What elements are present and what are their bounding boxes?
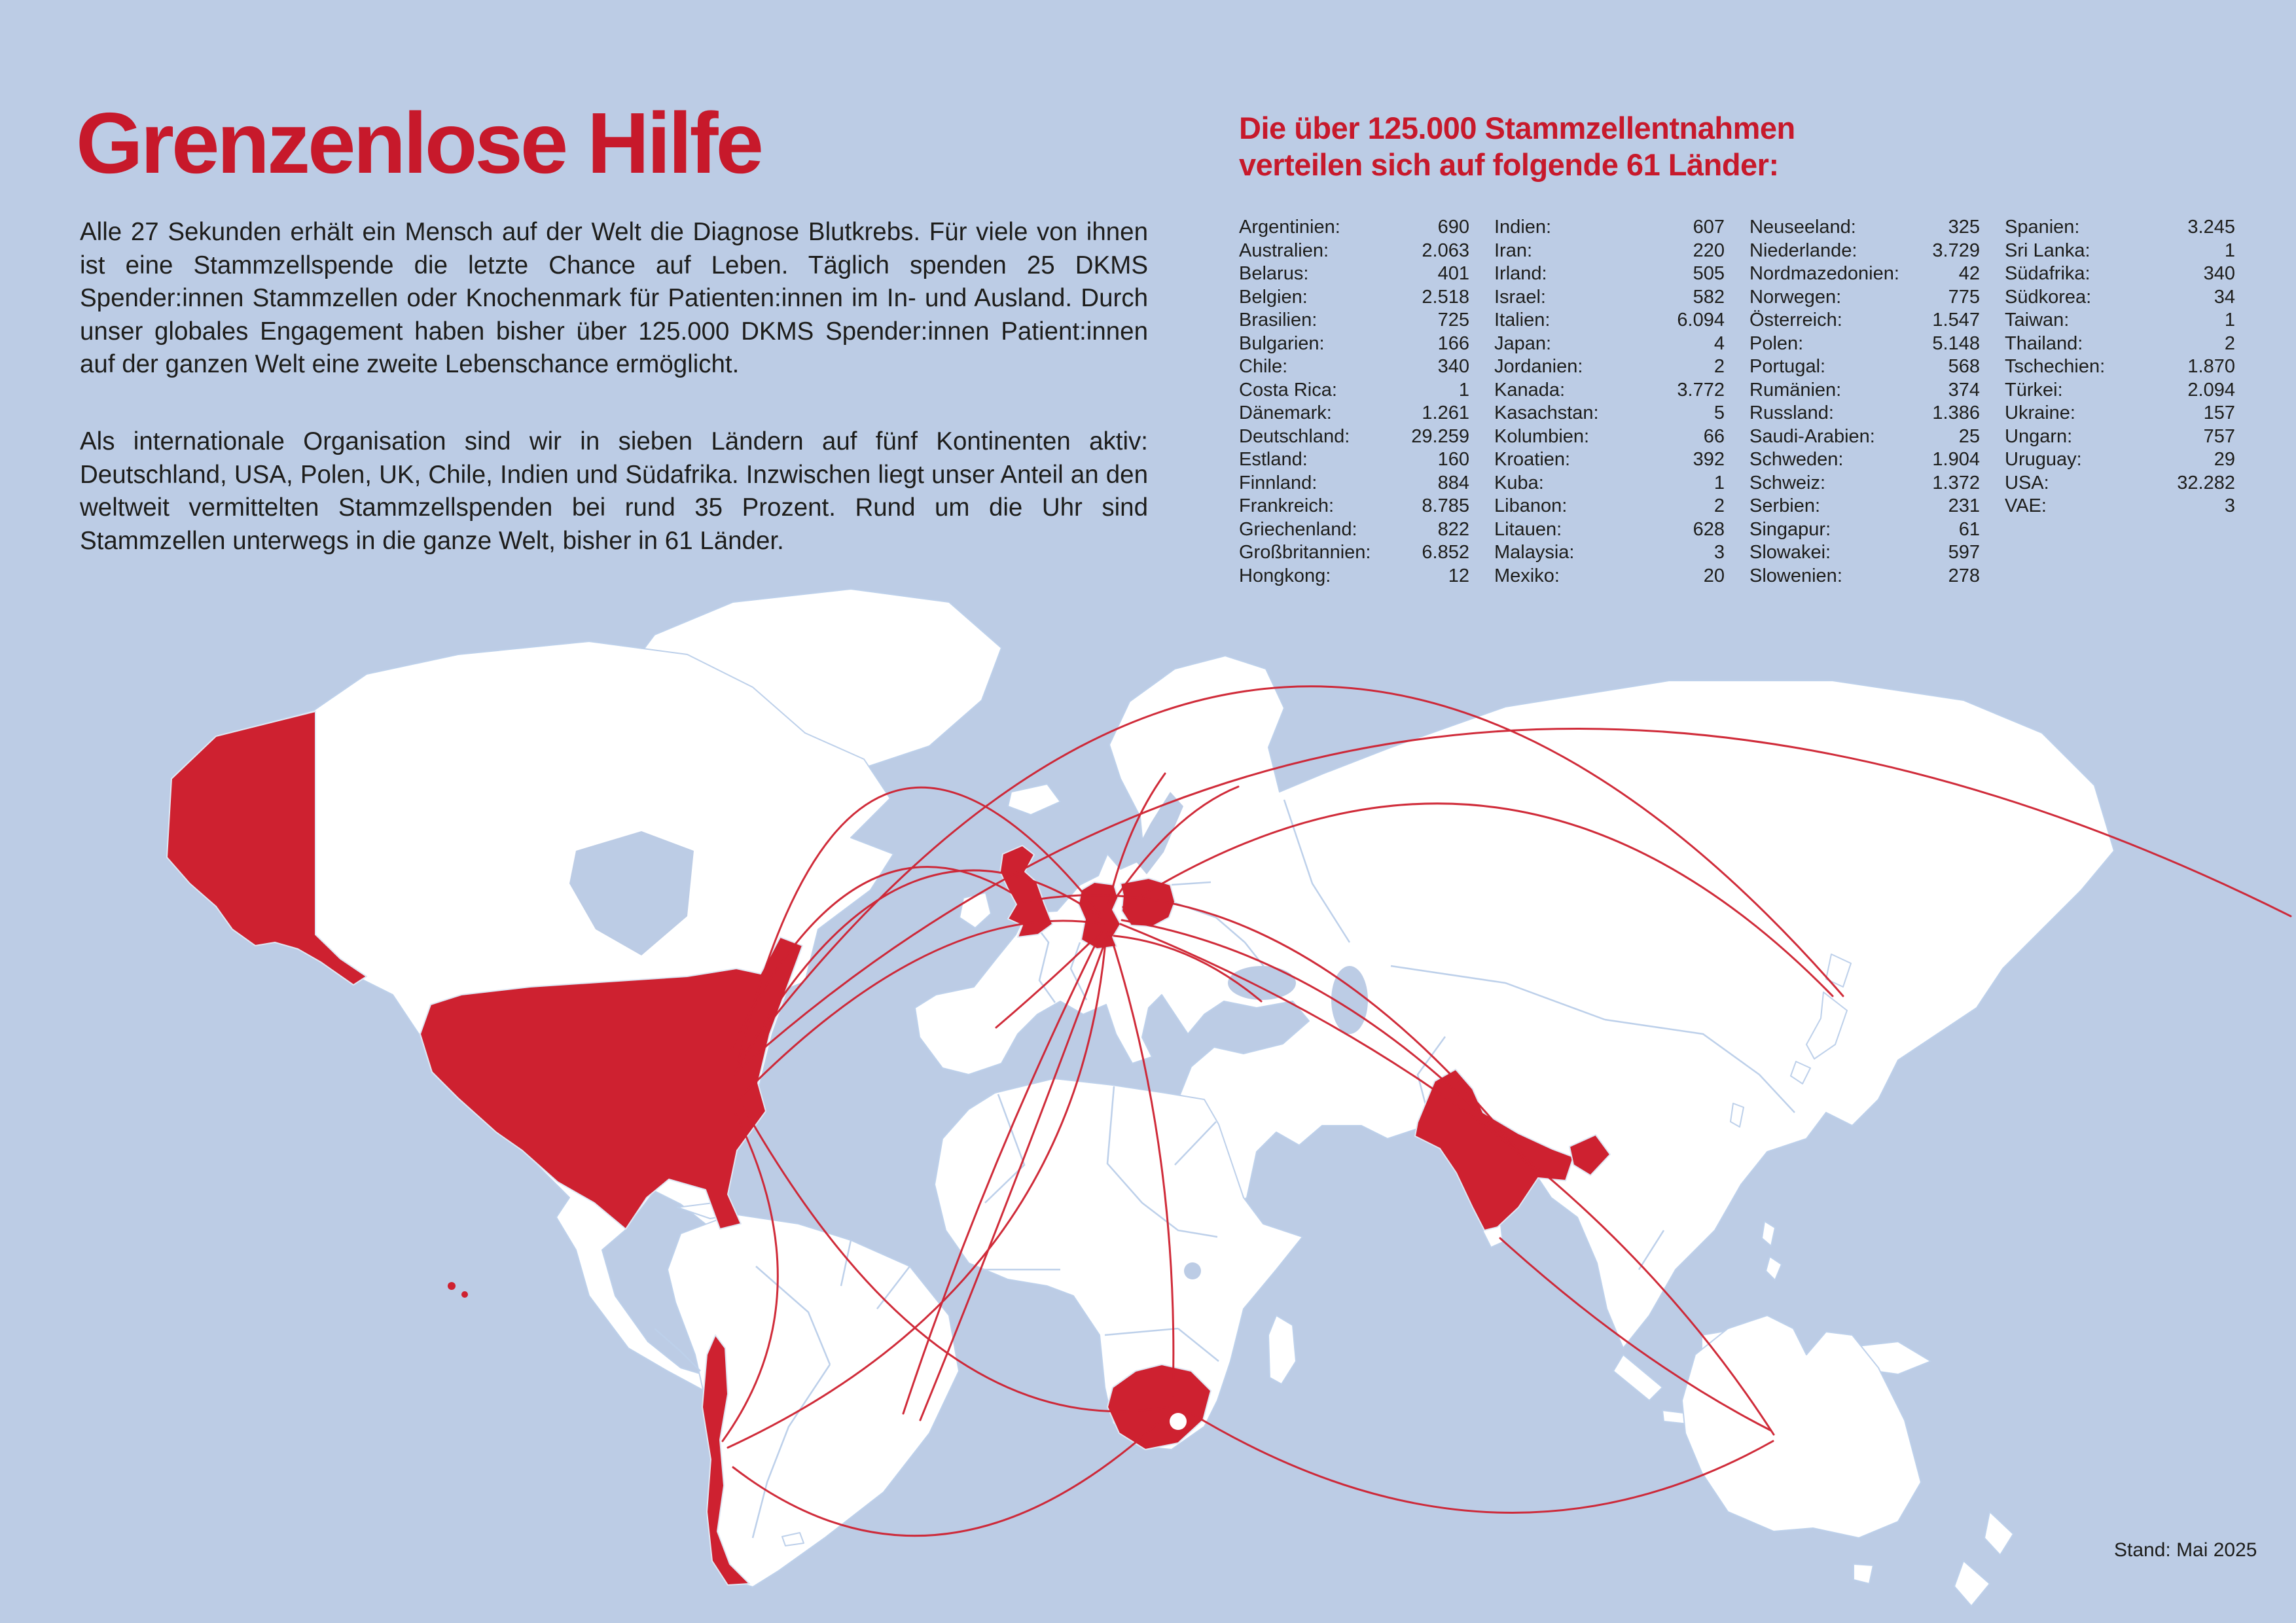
country-row <box>2005 216 2235 240</box>
country-value: 34 <box>2214 286 2235 308</box>
country-label: Norwegen: <box>1749 286 1842 308</box>
country-row <box>1239 240 1469 263</box>
country-label: Serbien: <box>1749 495 1821 516</box>
country-row <box>1494 425 1725 449</box>
country-value: 278 <box>1948 565 1980 586</box>
country-value: 582 <box>1693 286 1725 308</box>
country-row <box>2005 240 2235 263</box>
country-row <box>2005 425 2235 449</box>
stats-heading <box>1239 110 2155 183</box>
country-row <box>1494 379 1725 402</box>
country-row <box>2005 286 2235 310</box>
country-label: Australien: <box>1239 240 1329 261</box>
country-value: 568 <box>1948 356 1980 377</box>
country-label: Japan: <box>1494 332 1552 354</box>
country-row <box>1494 216 1725 240</box>
country-value: 8.785 <box>1422 495 1469 516</box>
country-row <box>1494 541 1725 565</box>
country-row <box>1239 262 1469 286</box>
country-row <box>1494 402 1725 425</box>
country-value: 3 <box>2224 495 2235 516</box>
country-value: 3 <box>1713 542 1725 563</box>
country-label: Nordmazedonien: <box>1749 263 1899 284</box>
country-value: 29.259 <box>1411 425 1469 447</box>
country-row <box>1749 495 1980 518</box>
country-label: Israel: <box>1494 286 1546 308</box>
country-row <box>1494 262 1725 286</box>
country-value: 1.386 <box>1932 402 1980 423</box>
lake-victoria <box>1184 1262 1201 1279</box>
country-label: Österreich: <box>1749 310 1842 330</box>
country-value: 628 <box>1693 518 1725 540</box>
map-landmass-iceland <box>1008 784 1060 815</box>
country-label: Argentinien: <box>1239 217 1340 238</box>
country-value: 2.094 <box>2187 379 2235 401</box>
country-label: Sri Lanka: <box>2005 240 2090 261</box>
country-row <box>1749 286 1980 310</box>
country-value: 2 <box>1713 356 1725 377</box>
country-label: Kroatien: <box>1494 449 1571 470</box>
map-date-note: Stand: Mai 2025 <box>2114 1539 2257 1561</box>
country-row <box>1239 448 1469 472</box>
country-label: Slowakei: <box>1749 542 1831 563</box>
country-label: Taiwan: <box>2005 310 2070 330</box>
country-row <box>1494 448 1725 472</box>
country-value: 325 <box>1948 217 1980 238</box>
country-row <box>1749 448 1980 472</box>
country-label: Slowenien: <box>1749 565 1842 586</box>
stats-heading-line2: verteilen sich auf folgende 61 Länder: <box>1239 147 1779 182</box>
country-row <box>1239 425 1469 449</box>
country-value: 505 <box>1693 263 1725 284</box>
country-value: 1 <box>2224 240 2235 261</box>
country-value: 1.372 <box>1932 472 1980 493</box>
stats-heading-line1: Die über 125.000 Stammzellentnahmen <box>1239 111 1795 145</box>
country-label: Neuseeland: <box>1749 217 1856 238</box>
country-row <box>1494 332 1725 356</box>
country-value: 166 <box>1437 332 1469 354</box>
country-label: USA: <box>2005 472 2049 493</box>
country-label: Bulgarien: <box>1239 332 1325 354</box>
country-row <box>2005 309 2235 332</box>
country-value: 725 <box>1437 310 1469 330</box>
country-label: Belarus: <box>1239 263 1309 284</box>
country-value: 29 <box>2214 449 2235 470</box>
country-row <box>2005 262 2235 286</box>
country-row <box>1494 240 1725 263</box>
page-title: Grenzenlose Hilfe <box>76 95 761 191</box>
country-row <box>1749 332 1980 356</box>
country-label: Finnland: <box>1239 472 1318 493</box>
country-value: 20 <box>1703 565 1725 586</box>
country-label: Hongkong: <box>1239 565 1331 586</box>
country-value: 5 <box>1713 402 1725 423</box>
lesotho-enclave <box>1170 1413 1187 1430</box>
country-value: 690 <box>1437 217 1469 238</box>
country-label: Uruguay: <box>2005 449 2082 470</box>
country-row <box>1494 355 1725 379</box>
country-row <box>1239 332 1469 356</box>
country-label: Russland: <box>1749 402 1834 423</box>
country-value: 3.729 <box>1932 240 1980 261</box>
country-label: Deutschland: <box>1239 425 1350 447</box>
country-value: 1 <box>2224 310 2235 330</box>
country-row <box>1494 495 1725 518</box>
country-value: 32.282 <box>2177 472 2235 493</box>
country-value: 1.904 <box>1932 449 1980 470</box>
country-label: Italien: <box>1494 310 1551 330</box>
country-value: 2.063 <box>1422 240 1469 261</box>
country-row <box>1239 518 1469 542</box>
map-landmass-madagascar <box>1268 1315 1296 1384</box>
intro-paragraph-1: Alle 27 Sekunden erhält ein Mensch auf der Welt die Diagnose Blutkrebs. Für viele von ihnen ist eine Stammzellspende die letzte Chance auf Leben. Täglich spenden 25 DKMS Spender:innen Stammzellen oder Knochenmark für Patienten:innen im In- und Ausland. Durch unser globales Engagement haben bisher über 125.000 DKMS Spender:innen Patient:innen auf der ganzen Welt eine zweite Lebenschance ermöglicht. <box>80 218 1148 378</box>
country-row <box>1239 286 1469 310</box>
country-value: 2 <box>2224 332 2235 354</box>
country-label: Thailand: <box>2005 332 2083 354</box>
country-value: 340 <box>2203 263 2235 284</box>
country-row <box>2005 355 2235 379</box>
country-label: Rumänien: <box>1749 379 1842 401</box>
country-row <box>1749 425 1980 449</box>
country-row <box>1239 355 1469 379</box>
country-value: 5.148 <box>1932 332 1980 354</box>
country-row <box>1239 309 1469 332</box>
country-value: 2.518 <box>1422 286 1469 308</box>
country-value: 822 <box>1437 518 1469 540</box>
country-row <box>1239 216 1469 240</box>
country-row <box>1749 379 1980 402</box>
country-label: Griechenland: <box>1239 518 1357 540</box>
country-value: 607 <box>1693 217 1725 238</box>
country-row <box>1749 216 1980 240</box>
intro-paragraph-2: Als internationale Organisation sind wir in sieben Ländern auf fünf Kontinenten aktiv: Deutschland, USA, Polen, UK, Chile, Indien und Südafrika. Inzwischen liegt unser Anteil an den weltweit vermittelten Stammzellspenden bei rund 35 Prozent. Rund um die Uhr sind Stammzellen unterwegs in die ganze Welt, bisher in 61 Länder. <box>80 427 1148 555</box>
country-value: 1 <box>1458 379 1469 401</box>
country-row <box>1749 355 1980 379</box>
country-row <box>1749 309 1980 332</box>
country-row <box>1749 472 1980 495</box>
country-row <box>2005 472 2235 495</box>
country-value: 66 <box>1703 425 1725 447</box>
country-value: 775 <box>1948 286 1980 308</box>
country-label: Kuba: <box>1494 472 1544 493</box>
country-label: Singapur: <box>1749 518 1831 540</box>
map-country-usa-hawaii <box>448 1282 456 1290</box>
country-value: 597 <box>1948 542 1980 563</box>
country-label: Brasilien: <box>1239 310 1318 330</box>
map-landmass-ireland <box>960 893 991 928</box>
country-label: Indien: <box>1494 217 1552 238</box>
country-value: 1.870 <box>2187 356 2235 377</box>
country-label: Kolumbien: <box>1494 425 1590 447</box>
country-value: 374 <box>1948 379 1980 401</box>
country-row <box>1749 518 1980 542</box>
country-label: Ungarn: <box>2005 425 2073 447</box>
country-row <box>2005 402 2235 425</box>
country-value: 42 <box>1958 263 1980 284</box>
country-label: Spanien: <box>2005 217 2080 238</box>
country-label: Chile: <box>1239 356 1288 377</box>
country-column <box>1494 216 1725 588</box>
country-label: Kanada: <box>1494 379 1566 401</box>
country-value: 220 <box>1693 240 1725 261</box>
country-label: Dänemark: <box>1239 402 1332 423</box>
country-value: 392 <box>1693 449 1725 470</box>
country-row <box>1749 402 1980 425</box>
country-value: 2 <box>1713 495 1725 516</box>
country-label: Mexiko: <box>1494 565 1560 586</box>
country-value: 884 <box>1437 472 1469 493</box>
country-row <box>1239 402 1469 425</box>
country-row <box>1239 379 1469 402</box>
country-label: Libanon: <box>1494 495 1568 516</box>
country-value: 61 <box>1958 518 1980 540</box>
world-map <box>0 576 2296 1623</box>
country-row <box>1494 472 1725 495</box>
country-label: Irland: <box>1494 263 1547 284</box>
country-label: Litauen: <box>1494 518 1562 540</box>
country-value: 4 <box>1713 332 1725 354</box>
country-label: Großbritannien: <box>1239 542 1371 563</box>
country-value: 757 <box>2203 425 2235 447</box>
country-label: Saudi-Arabien: <box>1749 425 1875 447</box>
country-column <box>1749 216 1980 588</box>
country-value: 1.261 <box>1422 402 1469 423</box>
country-row <box>2005 332 2235 356</box>
country-row <box>1494 309 1725 332</box>
country-label: Belgien: <box>1239 286 1308 308</box>
country-row <box>1239 472 1469 495</box>
country-label: Frankreich: <box>1239 495 1335 516</box>
country-label: Jordanien: <box>1494 356 1583 377</box>
country-row <box>1749 240 1980 263</box>
country-row <box>2005 448 2235 472</box>
map-country-usa-hawaii <box>461 1291 468 1298</box>
country-row <box>2005 379 2235 402</box>
map-landmass-philippines <box>1762 1221 1782 1280</box>
country-value: 340 <box>1437 356 1469 377</box>
country-row <box>1494 286 1725 310</box>
country-value: 1 <box>1713 472 1725 493</box>
country-value: 3.245 <box>2187 217 2235 238</box>
country-label: Costa Rica: <box>1239 379 1337 401</box>
country-row <box>1749 541 1980 565</box>
country-column <box>1239 216 1469 588</box>
country-label: Kasachstan: <box>1494 402 1599 423</box>
country-row <box>1239 541 1469 565</box>
country-label: Malaysia: <box>1494 542 1575 563</box>
country-label: Tschechien: <box>2005 356 2106 377</box>
country-value: 160 <box>1437 449 1469 470</box>
country-label: Polen: <box>1749 332 1804 354</box>
country-row <box>1239 495 1469 518</box>
country-label: Türkei: <box>2005 379 2063 401</box>
country-label: VAE: <box>2005 495 2047 516</box>
country-row <box>1494 518 1725 542</box>
map-landmass-tasmania <box>1854 1564 1873 1584</box>
country-value: 231 <box>1948 495 1980 516</box>
country-label: Schweiz: <box>1749 472 1826 493</box>
country-table <box>1239 216 2235 588</box>
country-label: Ukraine: <box>2005 402 2075 423</box>
country-label: Estland: <box>1239 449 1308 470</box>
country-value: 12 <box>1448 565 1469 586</box>
country-value: 157 <box>2203 402 2235 423</box>
country-label: Südafrika: <box>2005 263 2090 284</box>
country-label: Portugal: <box>1749 356 1826 377</box>
country-value: 6.852 <box>1422 542 1469 563</box>
country-value: 3.772 <box>1677 379 1725 401</box>
country-value: 401 <box>1437 263 1469 284</box>
country-value: 1.547 <box>1932 310 1980 330</box>
country-label: Iran: <box>1494 240 1533 261</box>
country-label: Südkorea: <box>2005 286 2092 308</box>
country-value: 6.094 <box>1677 310 1725 330</box>
country-label: Niederlande: <box>1749 240 1857 261</box>
country-value: 25 <box>1958 425 1980 447</box>
country-column <box>2005 216 2235 518</box>
map-landmass-new-zealand <box>1954 1512 2013 1606</box>
country-label: Schweden: <box>1749 449 1844 470</box>
country-row <box>2005 495 2235 518</box>
country-row <box>1749 262 1980 286</box>
